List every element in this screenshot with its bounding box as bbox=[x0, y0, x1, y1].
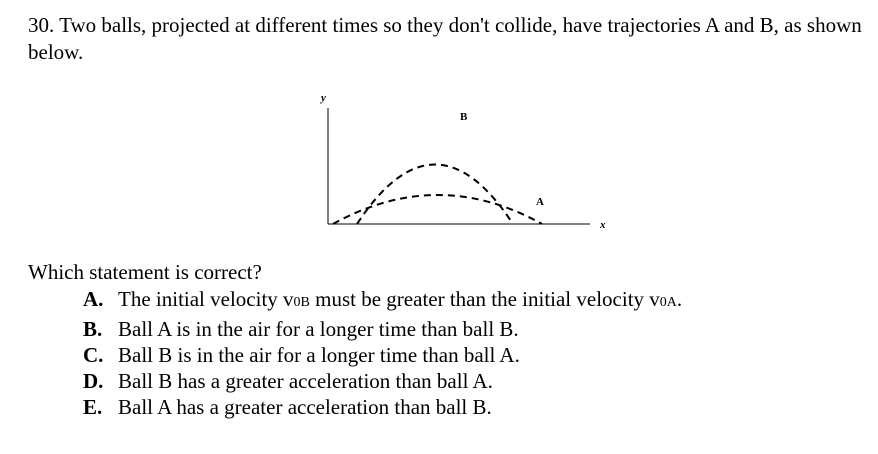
choice-letter: D. bbox=[83, 369, 104, 393]
choice-a[interactable] bbox=[83, 286, 682, 316]
choice-letter: B. bbox=[83, 317, 103, 341]
question-stem: 30. Two balls, projected at different times so they don't collide, have trajectories A and B, as shown below. bbox=[28, 13, 862, 64]
choice-d[interactable] bbox=[83, 368, 682, 394]
choice-text-part: . bbox=[676, 287, 683, 311]
choice-c[interactable] bbox=[83, 342, 682, 368]
question-prompt: Which statement is correct? bbox=[28, 260, 262, 284]
y-axis-label: y bbox=[321, 92, 326, 104]
choice-text: Ball B is in the air for a longer time than ball A. bbox=[118, 343, 520, 367]
choice-text-part: The initial velocity v bbox=[118, 287, 294, 311]
choice-letter: A. bbox=[83, 287, 104, 311]
choice-text: Ball A has a greater acceleration than ball B. bbox=[118, 395, 492, 419]
trajectory-figure bbox=[300, 88, 640, 248]
x-axis-label: x bbox=[600, 219, 606, 231]
choice-text-part: must be greater than the initial velocity v bbox=[309, 287, 660, 311]
choice-b[interactable] bbox=[83, 316, 682, 342]
choice-letter: E. bbox=[83, 395, 103, 419]
trajectory-b bbox=[357, 165, 513, 225]
choice-letter: C. bbox=[83, 343, 104, 367]
trajectory-b-label: B bbox=[460, 111, 468, 123]
trajectory-diagram bbox=[300, 88, 640, 248]
velocity-subscript-b: 0B bbox=[293, 295, 310, 310]
velocity-subscript-a: 0A bbox=[659, 295, 677, 310]
trajectory-a bbox=[333, 195, 542, 224]
trajectory-a-label: A bbox=[536, 196, 544, 208]
choice-e[interactable] bbox=[83, 394, 682, 420]
choice-text: Ball B has a greater acceleration than ball A. bbox=[118, 369, 493, 393]
choice-text bbox=[118, 286, 682, 316]
answer-choices bbox=[83, 286, 682, 420]
choice-text: Ball A is in the air for a longer time than ball B. bbox=[118, 317, 519, 341]
